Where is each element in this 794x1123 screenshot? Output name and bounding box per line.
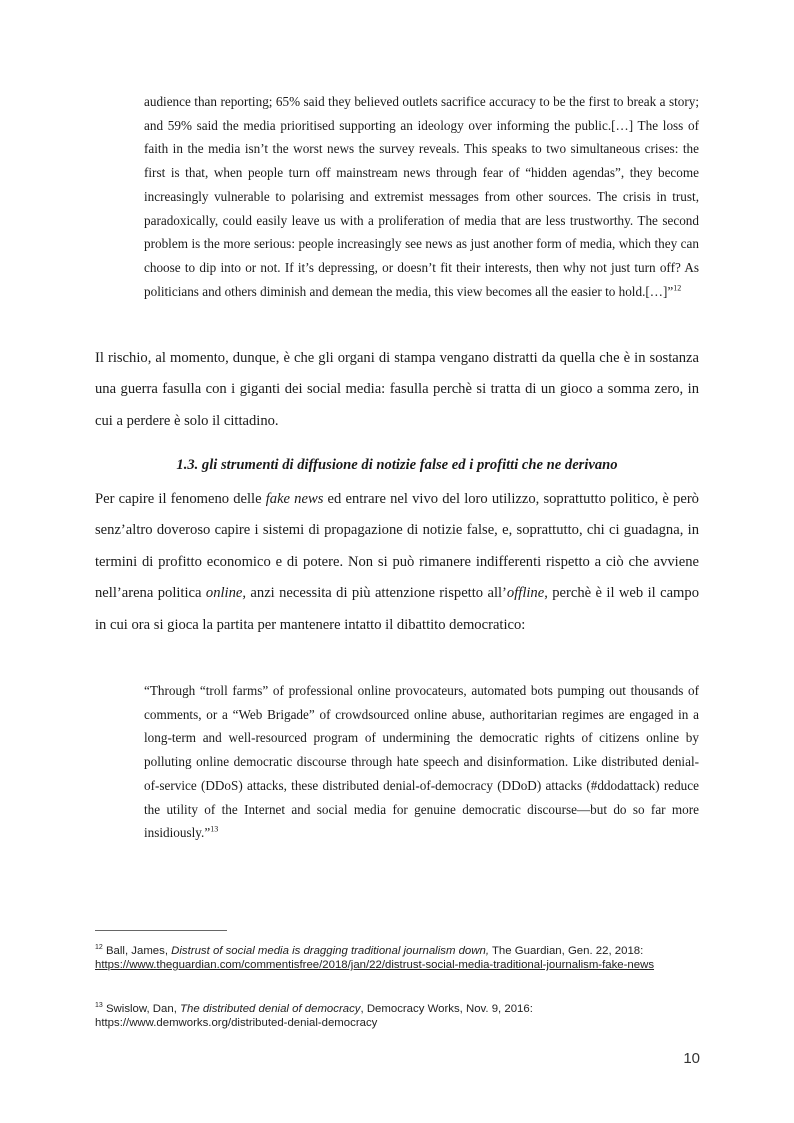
- footnote-ref-12[interactable]: 12: [673, 283, 682, 293]
- footnote-author: Ball, James,: [102, 945, 172, 957]
- page-number: 10: [683, 1050, 700, 1067]
- footnote-separator: [95, 930, 227, 931]
- footnote-source: , Democracy Works, Nov. 9, 2016: https://www.demworks.org/distributed-denial-democracy: [95, 1003, 533, 1029]
- blockquote-text: audience than reporting; 65% said they believed outlets sacrifice accuracy to be the first to break a story; and 59% said the media prioritised supporting an ideology over informing the public.[…] The loss of faith in the media isn’t the worst news the survey reveals. This speaks to two simultaneous crises: the first is that, when people turn off mainstream news through fear of “hidden agendas”, they become increasingly vulnerable to polarising and extremist messages from other sources. The crisis in trust, paradoxically, could easily leave us with a proliferation of media that are less trustworthy. The second problem is the more serious: people increasingly see news as just another form of media, which they can choose to dip into or not. If it’s depressing, or doesn’t fit their interests, then why not just turn off? As politicians and others diminish and demean the media, this view becomes all the easier to hold.[…]”: [144, 94, 699, 299]
- footnote-12: [95, 944, 699, 972]
- blockquote-text: “Through “troll farms” of professional online provocateurs, automated bots pumping out thousands of comments, or a “Web Brigade” of crowdsourced online abuse, authoritarian regimes are engaged in a long-term and well-resourced program of undermining the democratic rights of citizens online by polluting online democratic discourse through hate speech and disinformation. Like distributed denial-of-service (DDoS) attacks, these distributed denial-of-democracy (DDoD) attacks (#ddodattack) reduce the utility of the Internet and social media for genuine democratic discourse—but do so far more insidiously.”: [144, 683, 699, 841]
- paragraph-text: , perchè è il web il campo in cui ora si gioca la partita per mantenere intatto il dibattito democratico:: [95, 585, 699, 633]
- section-heading: 1.3. gli strumenti di diffusione di notizie false ed i profitti che ne derivano: [176, 457, 618, 473]
- footnote-link[interactable]: https://www.theguardian.com/commentisfree/2018/jan/22/distrust-social-media-traditional-journalism-fake-news: [95, 959, 655, 971]
- body-paragraph: Il rischio, al momento, dunque, è che gli organi di stampa vengano distratti da quella che è in sostanza una guerra fasulla con i giganti dei social media: fasulla perchè si tratta di un gioco a somma zero, in cui a perdere è solo il cittadino.: [95, 350, 699, 429]
- footnote-title: Distrust of social media is dragging traditional journalism down,: [171, 945, 489, 957]
- paragraph-text: ed entrare nel vivo del loro utilizzo, soprattutto politico, è però senz’altro doveroso capire i sistemi di propagazione di notizie false, e, soprattutto, chi ci guadagna, in termini di profitto economico e di potere. Non si può rimanere indifferenti rispetto a ciò che avviene nell’arena politica: [95, 491, 699, 602]
- footnote-13: [95, 1002, 699, 1030]
- footnote-author: Swislow, Dan,: [102, 1003, 181, 1015]
- footnote-title: The distributed denial of democracy: [180, 1003, 361, 1015]
- paragraph-text: Per capire il fenomeno delle: [95, 491, 266, 507]
- footnote-number: 12: [95, 944, 103, 952]
- footnote-ref-13[interactable]: 13: [210, 824, 219, 834]
- paragraph-text: anzi necessita di più attenzione rispetto all’: [246, 585, 507, 602]
- footnote-number: 13: [95, 1002, 103, 1010]
- footnote-source: The Guardian, Gen. 22, 2018:: [489, 945, 644, 957]
- body-paragraph-2: [95, 484, 699, 641]
- blockquote-guardian: [144, 90, 699, 303]
- emphasis-fake-news: fake news: [265, 491, 324, 507]
- emphasis-online: online,: [205, 585, 247, 602]
- emphasis-offline: offline: [506, 585, 545, 602]
- blockquote-demworks: [144, 679, 699, 845]
